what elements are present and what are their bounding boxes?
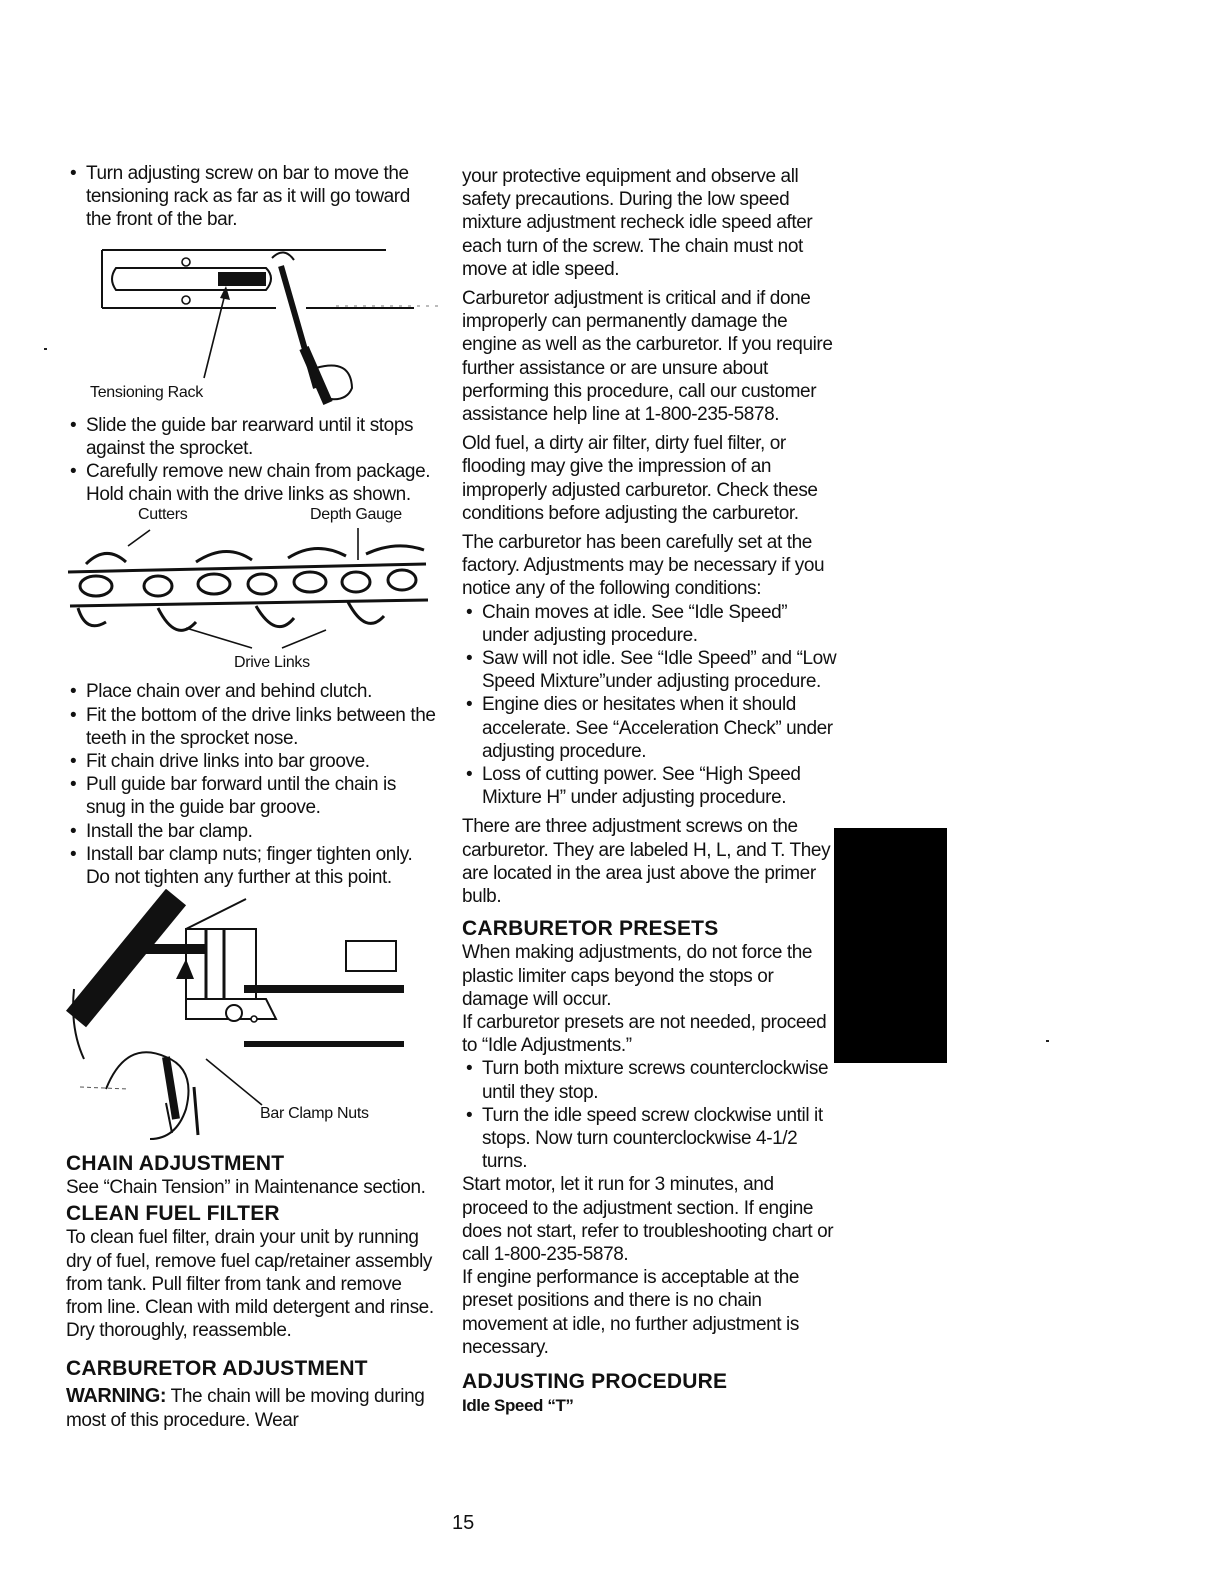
chain-adjustment-heading: CHAIN ADJUSTMENT: [66, 1152, 285, 1176]
carburetor-warning: [66, 1385, 438, 1431]
list-item: • Install the bar clamp.: [66, 820, 438, 843]
list-item: • Install bar clamp nuts; finger tighten only. Do not tighten any further at this point.: [66, 843, 438, 889]
cutters-label: Cutters: [138, 506, 188, 524]
carburetor-critical-paragraph: Carburetor adjustment is critical and if done improperly can permanently damage the engine as well as the carburetor. If you require further assistance or are unsure about performing this procedure, call our customer assistance help line at 1-800-235-5878.: [462, 288, 833, 426]
list-item: • Turn adjusting screw on bar to move the tensioning rack as far as it will go toward the front of the bar.: [66, 162, 438, 232]
clean-fuel-filter-heading: CLEAN FUEL FILTER: [66, 1202, 280, 1226]
list-item: • Chain moves at idle. See “Idle Speed” under adjusting procedure.: [462, 601, 838, 647]
list-item: • Slide the guide bar rearward until it stops against the sprocket.: [66, 414, 438, 460]
chain-figure: [66, 506, 438, 676]
after-fig2-bullet-list: [66, 680, 438, 889]
protective-equipment-paragraph: your protective equipment and observe all safety precautions. During the low speed mixture adjustment recheck idle speed after each turn of the screw. The chain must not move at idle speed.: [462, 166, 813, 280]
carburetor-presets-heading: CARBURETOR PRESETS: [462, 917, 719, 941]
tensioning-rack-figure: [66, 238, 438, 408]
right-column: [462, 165, 838, 1417]
after-fig1-bullet-list: [66, 414, 438, 507]
scan-speck: [1046, 1040, 1049, 1042]
clean-fuel-filter-text: To clean fuel filter, drain your unit by running dry of fuel, remove fuel cap/retainer assembly from tank. Pull filter from tank and remove from line. Clean with mild detergent and rinse. Dry thoroughly, reassemble.: [66, 1227, 434, 1342]
list-item: • Saw will not idle. See “Idle Speed” and “Low Speed Mixture”under adjusting procedure.: [462, 647, 838, 693]
list-item: • Carefully remove new chain from package. Hold chain with the drive links as shown.: [66, 460, 438, 506]
presets-not-needed-paragraph: If carburetor presets are not needed, proceed to “Idle Adjustments.”: [462, 1011, 827, 1057]
bar-clamp-nuts-label: Bar Clamp Nuts: [260, 1105, 369, 1123]
left-column: [66, 162, 438, 1432]
warning-text: The chain will be moving during most of this procedure. Wear: [66, 1386, 425, 1431]
old-fuel-paragraph: Old fuel, a dirty air filter, dirty fuel filter, or flooding may give the impression of an improperly adjusted carburetor. Check these conditions before adjusting the carburetor.: [462, 433, 818, 524]
section-edge-tab: [834, 828, 947, 1063]
presets-force-paragraph: When making adjustments, do not force the plastic limiter caps beyond the stops or damage will occur.: [462, 942, 813, 1010]
depth-gauge-label: Depth Gauge: [310, 506, 402, 524]
list-item: • Turn the idle speed screw clockwise until it stops. Now turn counterclockwise 4-1/2 turns.: [462, 1104, 838, 1174]
list-item: • Pull guide bar forward until the chain is snug in the guide bar groove.: [66, 773, 438, 819]
bar-clamp-figure: [66, 889, 438, 1143]
chain-adjustment-text: See “Chain Tension” in Maintenance section.: [66, 1177, 426, 1199]
conditions-list: [462, 601, 838, 810]
intro-bullet-list: [66, 162, 438, 232]
list-item: • Fit chain drive links into bar groove.: [66, 750, 438, 773]
carburetor-adjustment-heading: CARBURETOR ADJUSTMENT: [66, 1357, 368, 1381]
guide-bar-illustration: [66, 238, 438, 408]
list-item: • Place chain over and behind clutch.: [66, 680, 438, 703]
presets-bullet-list: [462, 1057, 838, 1173]
list-item: • Turn both mixture screws counterclockwise until they stop.: [462, 1057, 838, 1103]
idle-speed-subheading: Idle Speed “T”: [462, 1395, 574, 1415]
start-motor-paragraph: Start motor, let it run for 3 minutes, and proceed to the adjustment section. If engine does not start, refer to troubleshooting chart or call 1-800-235-5878.: [462, 1174, 834, 1265]
performance-acceptable-paragraph: If engine performance is acceptable at the preset positions and there is no chain movement at idle, no further adjustment is necessary.: [462, 1267, 800, 1358]
warning-label: WARNING:: [66, 1385, 167, 1408]
tensioning-rack-label: Tensioning Rack: [90, 383, 203, 401]
adjusting-procedure-heading: ADJUSTING PROCEDURE: [462, 1369, 728, 1393]
list-item: • Fit the bottom of the drive links between the teeth in the sprocket nose.: [66, 704, 438, 750]
bar-clamp-illustration: [66, 889, 438, 1143]
factory-set-paragraph: The carburetor has been carefully set at the factory. Adjustments may be necessary if you notice any of the following conditions:: [462, 532, 825, 600]
list-item: • Loss of cutting power. See “High Speed Mixture H” under adjusting procedure.: [462, 763, 838, 809]
list-item: • Engine dies or hesitates when it should accelerate. See “Acceleration Check” under adjusting procedure.: [462, 693, 838, 763]
drive-links-label: Drive Links: [234, 654, 310, 672]
saw-chain-illustration: [66, 524, 438, 674]
scan-speck: [44, 348, 47, 350]
adjustment-screws-paragraph: There are three adjustment screws on the carburetor. They are labeled H, L, and T. They are located in the area just above the primer bulb.: [462, 816, 831, 908]
page-number: 15: [452, 1512, 475, 1534]
